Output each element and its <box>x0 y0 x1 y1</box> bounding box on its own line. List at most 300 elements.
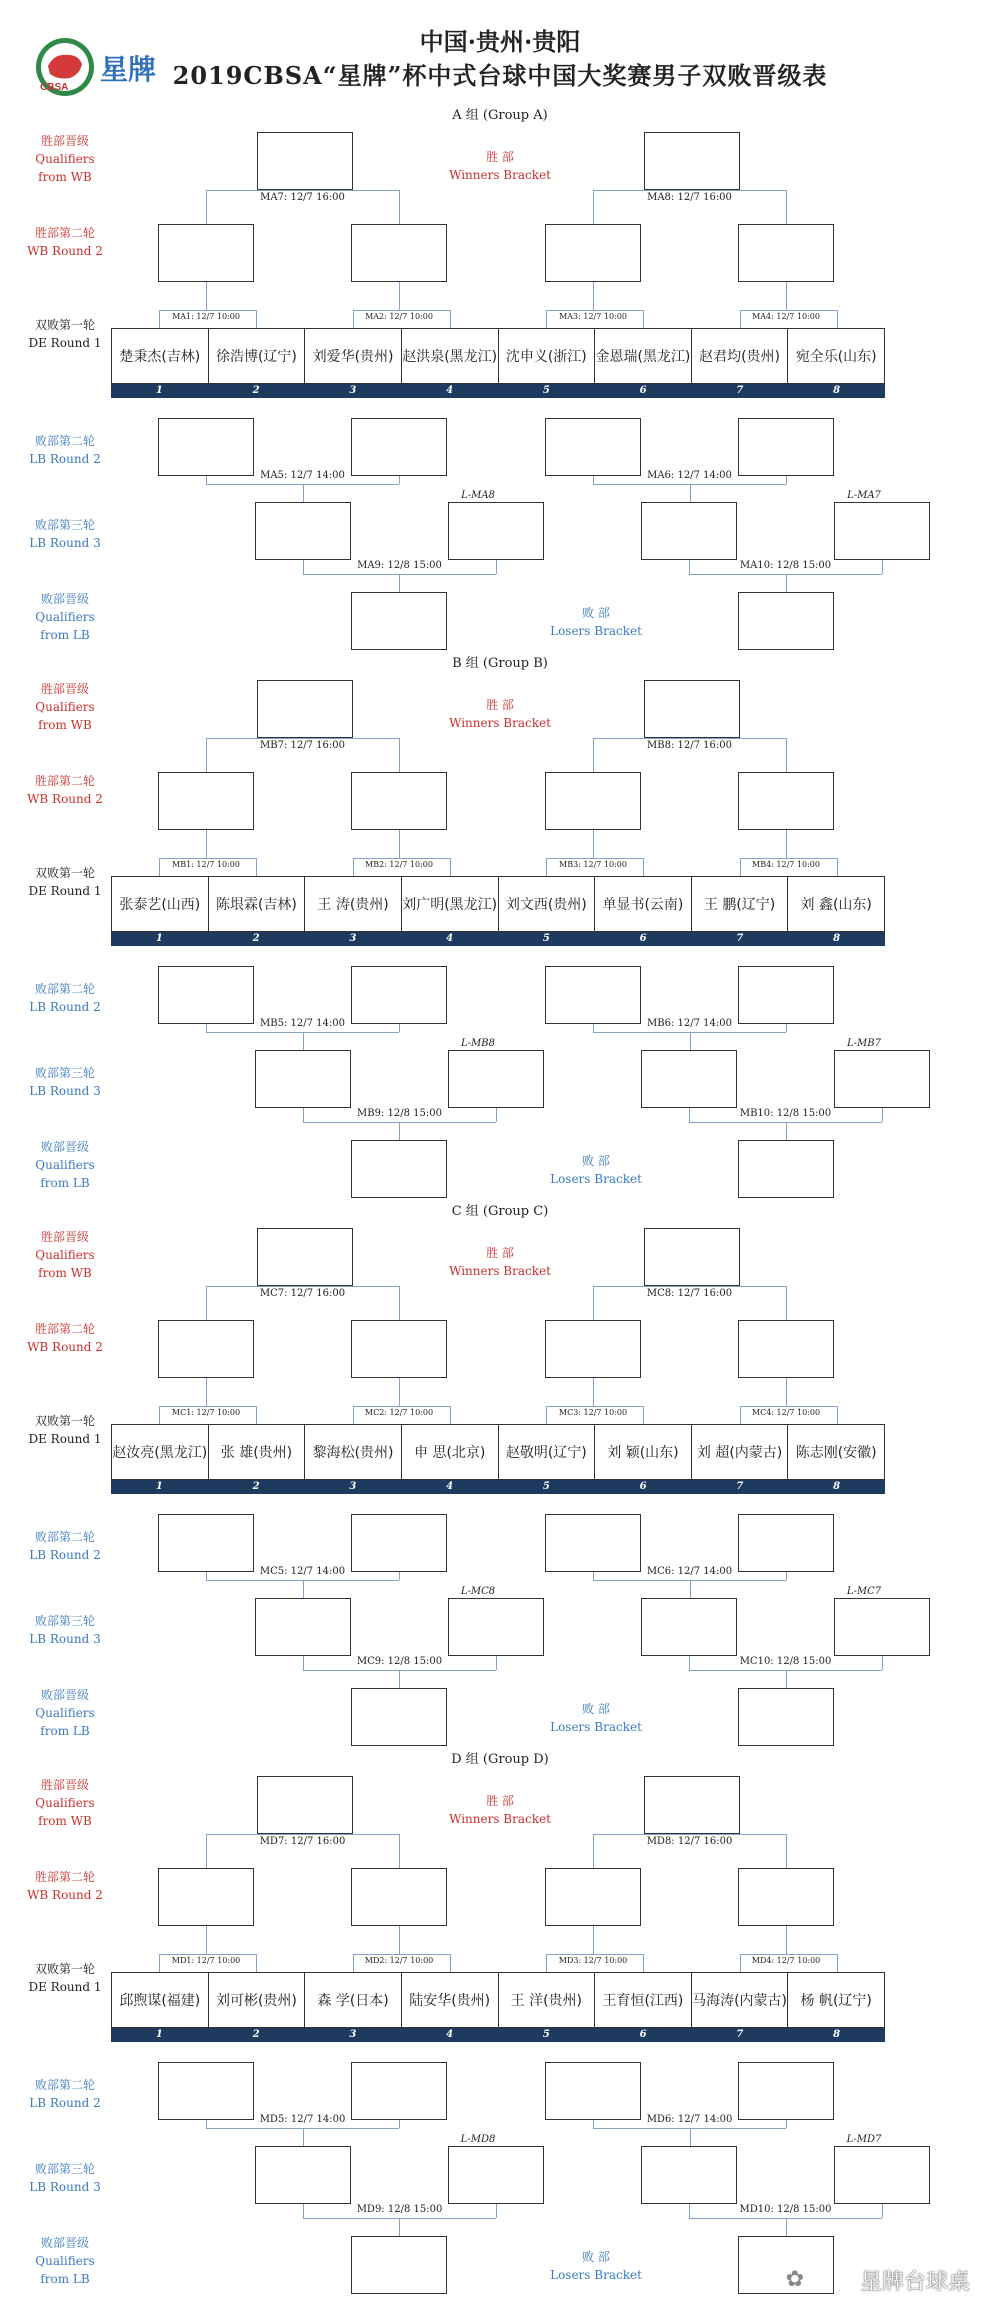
lb-round2-box <box>545 1514 641 1572</box>
lb-round3-box <box>255 502 351 560</box>
wb-qualifier-box <box>644 1776 740 1834</box>
connector-line <box>399 282 400 310</box>
round-label-line: Qualifiers <box>35 700 95 714</box>
connector-line <box>399 738 400 772</box>
round-label-lb2 <box>10 432 120 468</box>
round-label-lb2 <box>10 1528 120 1564</box>
connector-line <box>546 858 643 859</box>
seed-number: 4 <box>446 385 454 396</box>
round-label-line: 胜部第二轮 <box>34 1322 95 1336</box>
bracket-title-line: 败 部 <box>582 2250 610 2264</box>
player-cell: 刘文西(贵州) <box>499 877 596 931</box>
connector-line <box>303 1656 304 1670</box>
connector-line <box>593 830 594 858</box>
round-label-line: LB Round 2 <box>29 1548 101 1562</box>
connector-line <box>399 1926 400 1954</box>
player-cell: 刘 超(内蒙古) <box>692 1425 789 1479</box>
connector-line <box>450 858 451 876</box>
round-label-line: 胜部晋级 <box>40 682 89 696</box>
bracket-title-line: Losers Bracket <box>550 2268 642 2282</box>
connector-line <box>643 1406 644 1424</box>
seed-number: 5 <box>542 933 550 944</box>
bracket-title-line: 败 部 <box>582 1702 610 1716</box>
connector-line <box>206 190 207 224</box>
wb-qualifier-box <box>644 680 740 738</box>
connector-line <box>786 282 787 310</box>
round-label-de1 <box>10 1960 120 1996</box>
connector-line <box>159 310 160 328</box>
player-cell: 徐浩博(辽宁) <box>209 329 306 383</box>
connector-line <box>399 2120 400 2128</box>
round-label-line: Qualifiers <box>35 610 95 624</box>
seed-number: 2 <box>252 1481 260 1492</box>
connector-line <box>159 1954 256 1955</box>
match-label: MA4: 12/7 10:00 <box>752 312 820 321</box>
round-label-line: WB Round 2 <box>27 244 103 258</box>
connector-line <box>206 738 399 739</box>
lb-qualifier-box <box>351 592 447 650</box>
match-label: MB1: 12/7 10:00 <box>172 860 240 869</box>
round-label-line: WB Round 2 <box>27 792 103 806</box>
seed-number: 8 <box>833 2029 841 2040</box>
seed-number: 8 <box>833 1481 841 1492</box>
bracket-title-line: Winners Bracket <box>449 168 551 182</box>
wb-round2-box <box>351 224 447 282</box>
connector-line <box>450 1954 451 1972</box>
connector-line <box>206 476 207 484</box>
match-label: MA2: 12/7 10:00 <box>365 312 433 321</box>
connector-line <box>882 560 883 574</box>
connector-line <box>786 2218 787 2236</box>
lb-round3-box <box>834 2146 930 2204</box>
lb-round3-box <box>834 1050 930 1108</box>
round-label-line: from WB <box>38 718 92 732</box>
connector-line <box>399 1834 400 1868</box>
bracket-title-losers_bracket <box>550 604 642 640</box>
wb-round2-box <box>738 224 834 282</box>
match-label: MD9: 12/8 15:00 <box>356 2204 443 2215</box>
lb-round2-box <box>158 966 254 1024</box>
match-label: MC9: 12/8 15:00 <box>356 1656 443 1667</box>
connector-line <box>882 1656 883 1670</box>
player-cell: 王 鹏(辽宁) <box>692 877 789 931</box>
player-cell: 王育恒(江西) <box>595 1973 692 2027</box>
connector-line <box>206 1378 207 1406</box>
round-label-line: 败部第二轮 <box>34 434 95 448</box>
connector-line <box>206 282 207 310</box>
connector-line <box>353 1406 354 1424</box>
connector-line <box>593 1926 594 1954</box>
player-cell: 赵敬明(辽宁) <box>499 1425 596 1479</box>
lb-round2-box <box>545 2062 641 2120</box>
player-cell: 黎海松(贵州) <box>305 1425 402 1479</box>
round-label-line: 双败第一轮 <box>34 318 95 332</box>
seed-number: 4 <box>446 2029 454 2040</box>
connector-line <box>786 1572 787 1580</box>
seed-number: 2 <box>252 933 260 944</box>
lb-round3-box <box>448 1050 544 1108</box>
lb-round3-box <box>448 502 544 560</box>
player-cell: 赵洪泉(黑龙江) <box>402 329 499 383</box>
connector-line <box>740 1954 741 1972</box>
round-label-line: from LB <box>40 628 90 642</box>
connector-line <box>206 1286 399 1287</box>
wb-round2-box <box>738 1868 834 1926</box>
player-row <box>111 1424 885 1480</box>
bracket-title-losers_bracket <box>550 2248 642 2284</box>
connector-line <box>256 1406 257 1424</box>
wb-round2-box <box>158 224 254 282</box>
connector-line <box>399 574 400 592</box>
bracket-title-line: 胜 部 <box>486 698 514 712</box>
match-label: MB5: 12/7 14:00 <box>260 1018 345 1029</box>
connector-line <box>786 190 787 224</box>
connector-line <box>690 484 691 502</box>
round-label-line: from WB <box>38 1266 92 1280</box>
round-label-qual_wb <box>10 1228 120 1282</box>
round-label-line: WB Round 2 <box>27 1888 103 1902</box>
player-cell: 陈志刚(安徽) <box>795 1445 877 1461</box>
seed-row <box>111 2028 885 2042</box>
wb-round2-box <box>351 1320 447 1378</box>
loser-reference: L-MB7 <box>847 1038 881 1049</box>
connector-line <box>593 190 786 191</box>
player-row <box>111 328 885 384</box>
round-label-qual_wb <box>10 1776 120 1830</box>
loser-reference: L-MA8 <box>461 490 495 501</box>
round-label-line: 胜部晋级 <box>40 1230 89 1244</box>
match-label: MC6: 12/7 14:00 <box>646 1566 733 1577</box>
match-label: MC10: 12/8 15:00 <box>739 1656 832 1667</box>
connector-line <box>303 1032 304 1050</box>
lb-round3-box <box>641 1598 737 1656</box>
round-label-lb3 <box>10 2160 120 2196</box>
round-label-line: 败部第二轮 <box>34 1530 95 1544</box>
connector-line <box>206 738 207 772</box>
seed-number: 1 <box>155 933 163 944</box>
page-title: 2019CBSA“星牌”杯中式台球中国大奖赛男子双败晋级表 <box>172 61 828 90</box>
connector-line <box>399 830 400 858</box>
connector-line <box>353 310 354 328</box>
round-label-line: 胜部晋级 <box>40 1778 89 1792</box>
round-label-qual_wb <box>10 680 120 734</box>
round-label-qual_lb <box>10 1686 120 1740</box>
match-label: MC7: 12/7 16:00 <box>259 1288 346 1299</box>
round-label-line: Qualifiers <box>35 1158 95 1172</box>
round-label-line: 双败第一轮 <box>34 1414 95 1428</box>
round-label-line: 胜部晋级 <box>40 134 89 148</box>
round-label-line: 败部第三轮 <box>34 2162 95 2176</box>
connector-line <box>303 560 304 574</box>
player-cell: 赵君均(贵州) <box>692 329 789 383</box>
connector-line <box>740 310 741 328</box>
round-label-line: 败部第二轮 <box>34 2078 95 2092</box>
wb-round2-box <box>545 1320 641 1378</box>
bracket-title-losers_bracket <box>550 1700 642 1736</box>
seed-number: 3 <box>349 1481 357 1492</box>
player-cell: 刘可彬(贵州) <box>209 1973 306 2027</box>
player-cell: 刘广明(黑龙江) <box>402 877 499 931</box>
round-label-line: LB Round 3 <box>29 1084 101 1098</box>
connector-line <box>159 1406 256 1407</box>
player-cell: 赵汝亮(黑龙江) <box>112 1425 209 1479</box>
lb-qualifier-box <box>738 592 834 650</box>
lb-round2-box <box>545 966 641 1024</box>
connector-line <box>837 310 838 328</box>
seed-number: 6 <box>639 2029 647 2040</box>
connector-line <box>206 2120 207 2128</box>
connector-line <box>837 858 838 876</box>
seed-number: 7 <box>736 2029 744 2040</box>
connector-line <box>689 560 690 574</box>
connector-line <box>689 1108 690 1122</box>
round-label-lb3 <box>10 1064 120 1100</box>
connector-line <box>786 1670 787 1688</box>
round-label-line: DE Round 1 <box>28 1432 102 1446</box>
match-label: MD1: 12/7 10:00 <box>171 1956 241 1965</box>
connector-line <box>786 738 787 772</box>
lb-round2-box <box>351 2062 447 2120</box>
wb-round2-box <box>158 1320 254 1378</box>
connector-line <box>593 282 594 310</box>
match-label: MB9: 12/8 15:00 <box>357 1108 442 1119</box>
bracket-title-line: Losers Bracket <box>550 624 642 638</box>
player-cell: 楚秉杰(吉林) <box>112 329 209 383</box>
round-label-line: 胜部第二轮 <box>34 226 95 240</box>
connector-line <box>740 858 837 859</box>
player-cell: 陈垠霖(吉林) <box>209 877 306 931</box>
match-label: MC3: 12/7 10:00 <box>558 1408 628 1417</box>
round-label-line: 败部晋级 <box>40 592 89 606</box>
lb-round3-box <box>641 502 737 560</box>
lb-round2-box <box>738 2062 834 2120</box>
lb-round2-box <box>738 1514 834 1572</box>
seed-number: 1 <box>155 385 163 396</box>
round-label-line: Qualifiers <box>35 1248 95 1262</box>
loser-reference: L-MB8 <box>461 1038 495 1049</box>
loser-reference: L-MC8 <box>460 1586 496 1597</box>
seed-number: 3 <box>349 2029 357 2040</box>
connector-line <box>837 1954 838 1972</box>
connector-line <box>450 1406 451 1424</box>
round-label-wb2 <box>10 1868 120 1904</box>
bracket-title-line: 败 部 <box>582 1154 610 1168</box>
match-label: MA8: 12/7 16:00 <box>647 192 732 203</box>
connector-line <box>206 1926 207 1954</box>
seed-number: 7 <box>736 933 744 944</box>
player-cell: 金恩瑞(黑龙江) <box>595 329 692 383</box>
wb-round2-box <box>351 1868 447 1926</box>
player-cell: 张泰艺(山西) <box>112 877 209 931</box>
connector-line <box>256 858 257 876</box>
connector-line <box>546 1954 547 1972</box>
player-cell: 马海涛(内蒙古) <box>692 1973 789 2027</box>
match-label: MB3: 12/7 10:00 <box>559 860 627 869</box>
match-label: MB4: 12/7 10:00 <box>752 860 820 869</box>
match-label: MC8: 12/7 16:00 <box>646 1288 733 1299</box>
seed-number: 6 <box>639 933 647 944</box>
bracket-title-line: Losers Bracket <box>550 1172 642 1186</box>
logo-caption: CBSA <box>40 82 69 93</box>
round-label-line: from LB <box>40 1724 90 1738</box>
connector-line <box>546 858 547 876</box>
lb-qualifier-box <box>351 1688 447 1746</box>
lb-round3-box <box>255 2146 351 2204</box>
connector-line <box>206 1024 207 1032</box>
seed-number: 5 <box>542 385 550 396</box>
player-cell: 陆安华(贵州) <box>402 1973 499 2027</box>
round-label-line: LB Round 3 <box>29 536 101 550</box>
connector-line <box>353 858 354 876</box>
connector-line <box>689 1656 690 1670</box>
round-label-qual_lb <box>10 590 120 644</box>
connector-line <box>690 1580 691 1598</box>
connector-line <box>740 1406 837 1407</box>
match-label: MD7: 12/7 16:00 <box>259 1836 346 1847</box>
bracket-title-winners_bracket <box>449 696 551 732</box>
wb-qualifier-box <box>644 1228 740 1286</box>
connector-line <box>593 1286 594 1320</box>
round-label-line: DE Round 1 <box>28 336 102 350</box>
wb-round2-box <box>351 772 447 830</box>
bracket-title-line: Winners Bracket <box>449 1812 551 1826</box>
round-label-wb2 <box>10 224 120 260</box>
lb-round2-box <box>545 418 641 476</box>
bracket-title-losers_bracket <box>550 1152 642 1188</box>
connector-line <box>593 476 594 484</box>
match-label: MA10: 12/8 15:00 <box>739 560 832 571</box>
player-cell: 刘 颖(山东) <box>595 1425 692 1479</box>
loser-reference: L-MD8 <box>460 2134 496 2145</box>
connector-line <box>786 1024 787 1032</box>
connector-line <box>786 1834 787 1868</box>
lb-round3-box <box>834 502 930 560</box>
match-label: MD3: 12/7 10:00 <box>558 1956 628 1965</box>
player-cell: 邱煦谋(福建) <box>112 1973 209 2027</box>
lb-round3-box <box>834 1598 930 1656</box>
connector-line <box>740 858 741 876</box>
match-label: MB8: 12/7 16:00 <box>647 740 732 751</box>
wb-round2-box <box>738 1320 834 1378</box>
match-label: MD8: 12/7 16:00 <box>646 1836 733 1847</box>
match-label: MA3: 12/7 10:00 <box>559 312 627 321</box>
seed-number: 6 <box>639 1481 647 1492</box>
round-label-qual_lb <box>10 2234 120 2288</box>
wb-qualifier-box <box>257 1776 353 1834</box>
connector-line <box>690 1032 691 1050</box>
round-label-wb2 <box>10 772 120 808</box>
round-label-line: DE Round 1 <box>28 884 102 898</box>
connector-line <box>643 310 644 328</box>
connector-line <box>643 1954 644 1972</box>
connector-line <box>303 484 304 502</box>
bracket-title-winners_bracket <box>449 148 551 184</box>
lb-round3-box <box>255 1050 351 1108</box>
round-label-line: LB Round 3 <box>29 1632 101 1646</box>
round-label-qual_lb <box>10 1138 120 1192</box>
wb-qualifier-box <box>257 680 353 738</box>
bracket-title-line: Losers Bracket <box>550 1720 642 1734</box>
seed-number: 1 <box>155 1481 163 1492</box>
connector-line <box>256 310 257 328</box>
match-label: MD4: 12/7 10:00 <box>751 1956 821 1965</box>
watermark: 星牌台球桌 <box>859 2270 970 2295</box>
round-label-wb2 <box>10 1320 120 1356</box>
round-label-line: 败部第三轮 <box>34 518 95 532</box>
connector-line <box>546 1406 547 1424</box>
round-label-qual_wb <box>10 132 120 186</box>
lb-qualifier-box <box>738 1688 834 1746</box>
connector-line <box>593 1834 594 1868</box>
match-label: MA6: 12/7 14:00 <box>647 470 732 481</box>
round-label-de1 <box>10 1412 120 1448</box>
connector-line <box>399 1024 400 1032</box>
match-label: MC5: 12/7 14:00 <box>259 1566 346 1577</box>
lb-round3-box <box>255 1598 351 1656</box>
connector-line <box>450 310 451 328</box>
match-label: MD5: 12/7 14:00 <box>259 2114 346 2125</box>
seed-number: 7 <box>736 1481 744 1492</box>
connector-line <box>353 1406 450 1407</box>
wb-round2-box <box>545 1868 641 1926</box>
seed-number: 4 <box>446 933 454 944</box>
connector-line <box>786 1926 787 1954</box>
connector-line <box>740 1406 741 1424</box>
connector-line <box>399 476 400 484</box>
player-cell: 王 涛(贵州) <box>305 877 402 931</box>
connector-line <box>837 1406 838 1424</box>
seed-row <box>111 1480 885 1494</box>
group-title: A 组 (Group A) <box>452 108 548 123</box>
match-label: MC2: 12/7 10:00 <box>364 1408 434 1417</box>
connector-line <box>689 2204 690 2218</box>
connector-line <box>593 1378 594 1406</box>
bracket-title-line: 胜 部 <box>486 1246 514 1260</box>
player-row <box>111 876 885 932</box>
connector-line <box>206 1286 207 1320</box>
wb-qualifier-box <box>644 132 740 190</box>
wb-qualifier-box <box>257 1228 353 1286</box>
connector-line <box>593 2120 594 2128</box>
group-title: C 组 (Group C) <box>451 1204 549 1219</box>
match-label: MA9: 12/8 15:00 <box>357 560 442 571</box>
group-title: D 组 (Group D) <box>451 1752 549 1767</box>
lb-round2-box <box>158 1514 254 1572</box>
connector-line <box>206 1572 207 1580</box>
lb-round2-box <box>351 418 447 476</box>
connector-line <box>206 1834 399 1835</box>
connector-line <box>593 1286 786 1287</box>
round-label-lb2 <box>10 2076 120 2112</box>
lb-round2-box <box>738 966 834 1024</box>
player-cell: 申 思(北京) <box>402 1425 499 1479</box>
connector-line <box>882 2204 883 2218</box>
seed-number: 5 <box>542 2029 550 2040</box>
connector-line <box>159 1406 160 1424</box>
connector-line <box>399 1286 400 1320</box>
round-label-line: 败部晋级 <box>40 1140 89 1154</box>
connector-line <box>593 1834 786 1835</box>
round-label-line: from WB <box>38 170 92 184</box>
connector-line <box>786 830 787 858</box>
bracket-title-winners_bracket <box>449 1792 551 1828</box>
connector-line <box>353 1954 450 1955</box>
lb-qualifier-box <box>351 2236 447 2294</box>
match-label: MC4: 12/7 10:00 <box>751 1408 821 1417</box>
player-cell: 王 洋(贵州) <box>499 1973 596 2027</box>
lb-round3-box <box>641 1050 737 1108</box>
match-label: MB6: 12/7 14:00 <box>647 1018 732 1029</box>
